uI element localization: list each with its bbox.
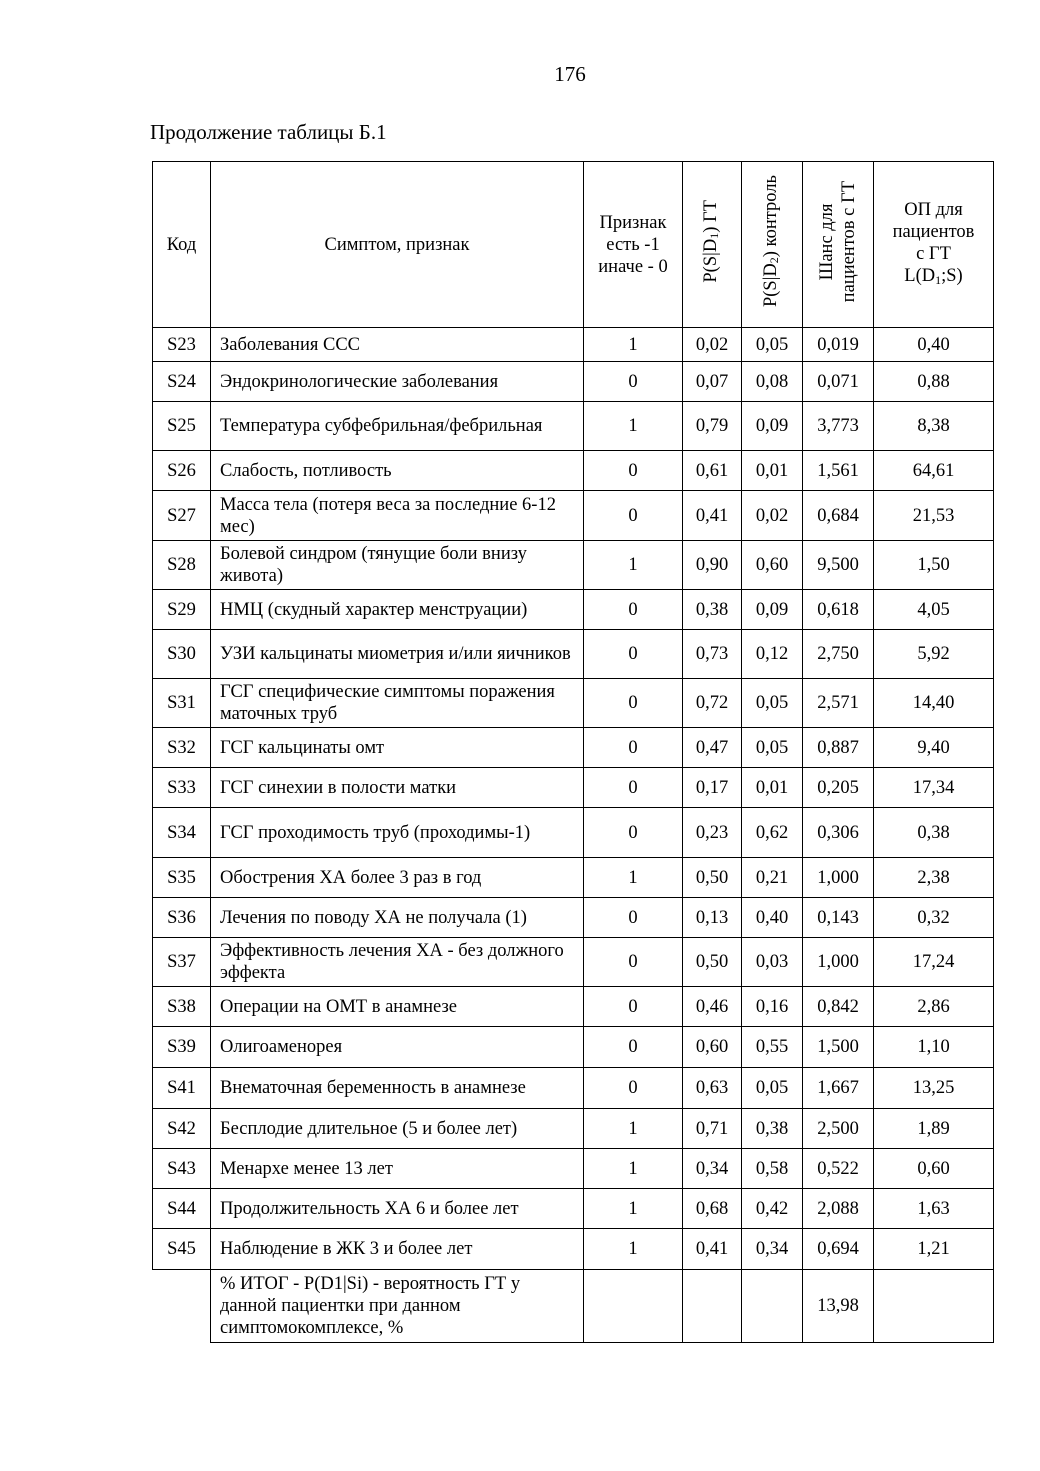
row-p-s-d1: 0,23 <box>683 808 742 858</box>
row-p-s-d1: 0,90 <box>683 541 742 590</box>
row-op: 0,60 <box>874 1149 994 1189</box>
row-op: 64,61 <box>874 451 994 491</box>
row-p-s-d1: 0,34 <box>683 1149 742 1189</box>
table-header-row <box>153 162 994 328</box>
row-p-s-d1: 0,73 <box>683 630 742 679</box>
row-p-s-d2: 0,21 <box>742 858 803 898</box>
row-p-s-d2: 0,03 <box>742 938 803 987</box>
table-row <box>153 938 994 987</box>
row-chance: 9,500 <box>803 541 874 590</box>
total-sign-cell <box>584 1270 683 1343</box>
row-symptom: Обострения ХА более 3 раз в год <box>211 858 584 898</box>
row-chance: 0,143 <box>803 898 874 938</box>
table-row <box>153 451 994 491</box>
table-row <box>153 1229 994 1270</box>
row-code: S36 <box>153 898 211 938</box>
row-p-s-d1: 0,71 <box>683 1109 742 1149</box>
row-sign: 1 <box>584 402 683 451</box>
row-symptom: Операции на ОМТ в анамнезе <box>211 987 584 1027</box>
row-chance: 1,667 <box>803 1068 874 1109</box>
row-op: 8,38 <box>874 402 994 451</box>
row-code: S44 <box>153 1189 211 1229</box>
row-p-s-d2: 0,05 <box>742 1068 803 1109</box>
row-p-s-d1: 0,46 <box>683 987 742 1027</box>
row-code: S38 <box>153 987 211 1027</box>
row-sign: 1 <box>584 1109 683 1149</box>
row-p-s-d2: 0,38 <box>742 1109 803 1149</box>
row-chance: 2,750 <box>803 630 874 679</box>
row-code: S42 <box>153 1109 211 1149</box>
row-op: 0,40 <box>874 328 994 362</box>
row-symptom: Температура субфебрильная/фебрильная <box>211 402 584 451</box>
table-row <box>153 402 994 451</box>
row-symptom: ГСГ синехии в полости матки <box>211 768 584 808</box>
table-row <box>153 987 994 1027</box>
row-chance: 1,000 <box>803 858 874 898</box>
row-op: 1,21 <box>874 1229 994 1270</box>
row-chance: 2,088 <box>803 1189 874 1229</box>
row-chance: 0,684 <box>803 491 874 541</box>
row-code: S23 <box>153 328 211 362</box>
row-sign: 0 <box>584 768 683 808</box>
row-p-s-d1: 0,79 <box>683 402 742 451</box>
table-row <box>153 362 994 402</box>
row-chance: 1,000 <box>803 938 874 987</box>
row-p-s-d2: 0,12 <box>742 630 803 679</box>
table-row <box>153 630 994 679</box>
row-op: 9,40 <box>874 728 994 768</box>
row-sign: 1 <box>584 328 683 362</box>
row-op: 1,89 <box>874 1109 994 1149</box>
row-chance: 2,500 <box>803 1109 874 1149</box>
row-op: 2,86 <box>874 987 994 1027</box>
row-symptom: Менархе менее 13 лет <box>211 1149 584 1189</box>
row-p-s-d1: 0,13 <box>683 898 742 938</box>
row-sign: 0 <box>584 362 683 402</box>
row-symptom: Эффективность лечения ХА - без должного эффекта <box>211 938 584 987</box>
row-p-s-d2: 0,08 <box>742 362 803 402</box>
row-symptom: НМЦ (скудный характер менструации) <box>211 590 584 630</box>
row-chance: 2,571 <box>803 679 874 728</box>
row-code: S27 <box>153 491 211 541</box>
row-op: 5,92 <box>874 630 994 679</box>
row-p-s-d2: 0,40 <box>742 898 803 938</box>
row-p-s-d2: 0,09 <box>742 402 803 451</box>
row-op: 17,34 <box>874 768 994 808</box>
row-sign: 0 <box>584 679 683 728</box>
row-chance: 1,500 <box>803 1027 874 1068</box>
row-p-s-d1: 0,61 <box>683 451 742 491</box>
row-code: S28 <box>153 541 211 590</box>
table-row <box>153 1109 994 1149</box>
row-chance: 0,019 <box>803 328 874 362</box>
row-p-s-d2: 0,55 <box>742 1027 803 1068</box>
header-p-s-d1: $P(S|D_1)$ ГТ <box>683 162 742 328</box>
row-p-s-d1: 0,72 <box>683 679 742 728</box>
row-p-s-d1: 0,38 <box>683 590 742 630</box>
table-row <box>153 541 994 590</box>
row-symptom: Слабость, потливость <box>211 451 584 491</box>
row-sign: 0 <box>584 451 683 491</box>
row-code: S35 <box>153 858 211 898</box>
table-row <box>153 1149 994 1189</box>
row-symptom: ГСГ кальцинаты омт <box>211 728 584 768</box>
row-chance: 0,306 <box>803 808 874 858</box>
table-row <box>153 768 994 808</box>
row-p-s-d1: 0,17 <box>683 768 742 808</box>
row-code: S29 <box>153 590 211 630</box>
row-p-s-d2: 0,01 <box>742 768 803 808</box>
table-row <box>153 728 994 768</box>
total-row <box>153 1270 994 1343</box>
table-row <box>153 328 994 362</box>
row-sign: 0 <box>584 987 683 1027</box>
row-p-s-d1: 0,50 <box>683 858 742 898</box>
row-code: S32 <box>153 728 211 768</box>
row-p-s-d2: 0,01 <box>742 451 803 491</box>
row-op: 1,10 <box>874 1027 994 1068</box>
row-code: S41 <box>153 1068 211 1109</box>
row-op: 13,25 <box>874 1068 994 1109</box>
header-sign <box>584 162 683 328</box>
row-symptom: Бесплодие длительное (5 и более лет) <box>211 1109 584 1149</box>
table-row <box>153 808 994 858</box>
row-sign: 0 <box>584 938 683 987</box>
row-op: 1,63 <box>874 1189 994 1229</box>
row-p-s-d2: 0,02 <box>742 491 803 541</box>
row-op: 0,38 <box>874 808 994 858</box>
table-caption: Продолжение таблицы Б.1 <box>150 120 387 144</box>
row-p-s-d1: 0,60 <box>683 1027 742 1068</box>
row-op: 14,40 <box>874 679 994 728</box>
row-symptom: Болевой синдром (тянущие боли внизу живота) <box>211 541 584 590</box>
row-symptom: Олигоаменорея <box>211 1027 584 1068</box>
row-p-s-d1: 0,68 <box>683 1189 742 1229</box>
row-symptom: Наблюдение в ЖК 3 и более лет <box>211 1229 584 1270</box>
row-sign: 0 <box>584 808 683 858</box>
row-p-s-d1: 0,02 <box>683 328 742 362</box>
row-p-s-d2: 0,05 <box>742 679 803 728</box>
row-op: 17,24 <box>874 938 994 987</box>
row-code: S39 <box>153 1027 211 1068</box>
symptom-table <box>152 161 994 1343</box>
row-symptom: Продолжительность ХА 6 и более лет <box>211 1189 584 1229</box>
row-p-s-d2: 0,60 <box>742 541 803 590</box>
row-symptom: УЗИ кальцинаты миометрия и/или яичников <box>211 630 584 679</box>
row-chance: 0,887 <box>803 728 874 768</box>
row-sign: 0 <box>584 728 683 768</box>
table-row <box>153 1068 994 1109</box>
row-p-s-d2: 0,34 <box>742 1229 803 1270</box>
header-sign-line-3: иначе - 0 <box>598 256 668 277</box>
row-sign: 0 <box>584 630 683 679</box>
row-chance: 0,522 <box>803 1149 874 1189</box>
row-p-s-d2: 0,58 <box>742 1149 803 1189</box>
row-sign: 0 <box>584 1027 683 1068</box>
row-code: S37 <box>153 938 211 987</box>
row-sign: 1 <box>584 1189 683 1229</box>
header-op: ОП для пациентов с ГТ $L(D_1;S)$ <box>874 162 994 328</box>
total-chance: 13,98 <box>803 1270 874 1343</box>
total-p1-cell <box>683 1270 742 1343</box>
row-p-s-d1: 0,63 <box>683 1068 742 1109</box>
table-row <box>153 1027 994 1068</box>
row-code: S33 <box>153 768 211 808</box>
row-sign: 0 <box>584 491 683 541</box>
total-empty-cell <box>153 1270 211 1343</box>
row-symptom: Заболевания ССС <box>211 328 584 362</box>
row-p-s-d2: 0,42 <box>742 1189 803 1229</box>
row-p-s-d2: 0,05 <box>742 728 803 768</box>
row-chance: 0,694 <box>803 1229 874 1270</box>
row-sign: 1 <box>584 1149 683 1189</box>
table-row <box>153 898 994 938</box>
table-row <box>153 679 994 728</box>
row-symptom: ГСГ специфические симптомы поражения маточных труб <box>211 679 584 728</box>
row-p-s-d2: 0,09 <box>742 590 803 630</box>
total-p2-cell <box>742 1270 803 1343</box>
row-sign: 0 <box>584 590 683 630</box>
row-chance: 0,842 <box>803 987 874 1027</box>
row-p-s-d1: 0,41 <box>683 491 742 541</box>
row-sign: 1 <box>584 541 683 590</box>
header-p-s-d2: $P(S|D_2)$ контроль <box>742 162 803 328</box>
row-code: S26 <box>153 451 211 491</box>
header-symptom: Симптом, признак <box>211 162 584 328</box>
table-row <box>153 590 994 630</box>
header-sign-line-2: есть -1 <box>606 234 660 255</box>
total-label: % ИТОГ - P(D1|Si) - вероятность ГТ у данной пациентки при данном симптомокомплексе, % <box>211 1270 584 1343</box>
row-p-s-d2: 0,05 <box>742 328 803 362</box>
row-p-s-d1: 0,50 <box>683 938 742 987</box>
row-code: S45 <box>153 1229 211 1270</box>
row-op: 1,50 <box>874 541 994 590</box>
row-symptom: Лечения по поводу ХА не получала (1) <box>211 898 584 938</box>
row-p-s-d1: 0,41 <box>683 1229 742 1270</box>
row-chance: 3,773 <box>803 402 874 451</box>
row-chance: 0,205 <box>803 768 874 808</box>
row-symptom: ГСГ проходимость труб (проходимы-1) <box>211 808 584 858</box>
total-op-cell <box>874 1270 994 1343</box>
row-code: S30 <box>153 630 211 679</box>
row-op: 21,53 <box>874 491 994 541</box>
page-number: 176 <box>554 62 586 86</box>
row-symptom: Эндокринологические заболевания <box>211 362 584 402</box>
row-symptom: Внематочная беременность в анамнезе <box>211 1068 584 1109</box>
row-p-s-d1: 0,47 <box>683 728 742 768</box>
row-code: S25 <box>153 402 211 451</box>
row-sign: 0 <box>584 1068 683 1109</box>
row-chance: 1,561 <box>803 451 874 491</box>
row-code: S31 <box>153 679 211 728</box>
row-op: 0,88 <box>874 362 994 402</box>
header-sign-line-1: Признак <box>599 212 667 233</box>
table-row <box>153 1189 994 1229</box>
row-chance: 0,618 <box>803 590 874 630</box>
row-p-s-d1: 0,07 <box>683 362 742 402</box>
row-code: S24 <box>153 362 211 402</box>
row-p-s-d2: 0,16 <box>742 987 803 1027</box>
table-row <box>153 491 994 541</box>
row-op: 4,05 <box>874 590 994 630</box>
table-row <box>153 858 994 898</box>
row-chance: 0,071 <box>803 362 874 402</box>
row-p-s-d2: 0,62 <box>742 808 803 858</box>
row-op: 0,32 <box>874 898 994 938</box>
row-code: S43 <box>153 1149 211 1189</box>
header-code: Код <box>153 162 211 328</box>
row-sign: 0 <box>584 898 683 938</box>
row-code: S34 <box>153 808 211 858</box>
row-sign: 1 <box>584 858 683 898</box>
row-symptom: Масса тела (потеря веса за последние 6-12 мес) <box>211 491 584 541</box>
header-chance: Шанс для пациентов с ГТ <box>803 162 874 328</box>
row-op: 2,38 <box>874 858 994 898</box>
row-sign: 1 <box>584 1229 683 1270</box>
